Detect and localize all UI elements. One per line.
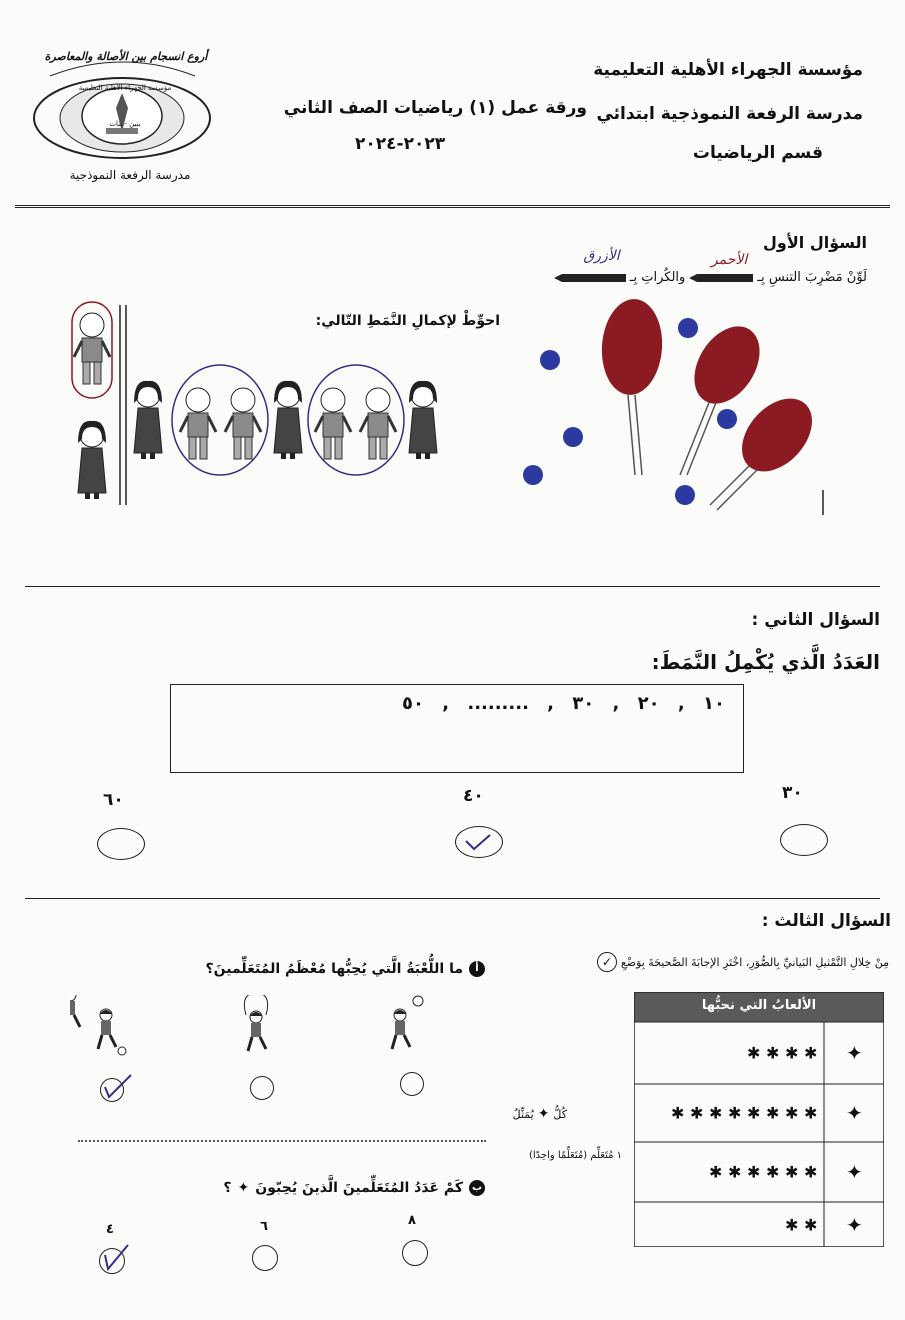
person-icon: ✱ bbox=[747, 1162, 761, 1182]
logo-motto: أروع انسجام بين الأصالة والمعاصرة bbox=[44, 50, 208, 63]
q2-answer-circle-2[interactable] bbox=[455, 826, 503, 858]
red-label: الأحمر bbox=[710, 251, 748, 268]
key-represents: يُمَثِّلُ bbox=[512, 1107, 534, 1121]
person-icon: ✱ bbox=[709, 1103, 723, 1123]
q3-instruction-row bbox=[597, 952, 889, 972]
sub-a-question: ما اللُّعْبَةُ الَّتي يُحِبُّها مُعْظَمُ المُتَعَلِّمينَ؟ bbox=[205, 961, 463, 977]
sub-a-answer-circle-3[interactable] bbox=[100, 1078, 124, 1102]
worksheet-title: ورقة عمل (١) رياضيات الصف الثاني bbox=[283, 98, 587, 118]
q1-title: السؤال الأول bbox=[763, 233, 867, 252]
person-icon: ✱ bbox=[728, 1103, 742, 1123]
person-icon: ✱ bbox=[804, 1215, 818, 1234]
q3-sub-a-row bbox=[206, 961, 485, 977]
tennis-ball bbox=[523, 465, 543, 485]
pictograph-row-tennis-2 bbox=[634, 1202, 884, 1247]
q3-sub-b-row bbox=[223, 1180, 485, 1196]
section-divider bbox=[25, 586, 880, 587]
sub-b-question: كَمْ عَدَدُ المُتَعَلِّمينَ الَّذينَ يُحِبّونَ bbox=[255, 1180, 463, 1196]
key-each: كُلُّ bbox=[553, 1107, 567, 1121]
tennis-ball bbox=[678, 318, 698, 338]
red-crayon bbox=[689, 251, 753, 284]
q2-option-1: ٣٠ bbox=[782, 783, 803, 803]
person-icon: ✱ bbox=[709, 1162, 723, 1182]
tennis-player-icon: ✦ bbox=[237, 1180, 250, 1196]
tennis-2-icon: ✦ bbox=[846, 1212, 863, 1237]
sub-a-number: أ bbox=[469, 961, 485, 977]
q2-option-2: ٤٠ bbox=[463, 786, 484, 806]
section-divider bbox=[25, 898, 880, 899]
person-icon: ✱ bbox=[785, 1043, 799, 1063]
key-line-2: ١ مُتَعَلِّم (مُتَعَلِّمًا واحِدًا) bbox=[528, 1150, 622, 1161]
q3-instruction: مِنْ خِلالِ التَّمْثيلِ البَيانيِّ بِالصُّوَرِ، اخْتَرِ الإجابَةَ الصَّحيحَةَ بِوَضْعِ bbox=[620, 955, 889, 969]
header-divider bbox=[15, 205, 890, 208]
sub-a-answer-circle-1[interactable] bbox=[400, 1072, 424, 1096]
tennis-ball bbox=[563, 427, 583, 447]
logo-inner-text: مؤسسة الجهراء الأهلية التعليمية bbox=[78, 84, 172, 92]
pictograph-rows bbox=[634, 1022, 884, 1255]
q1-instruction-mid: والكُراتِ بِـ bbox=[629, 270, 686, 285]
person-icon: ✱ bbox=[766, 1162, 780, 1182]
blue-label: الأزرق bbox=[583, 247, 620, 264]
sequence-text: ١٠ , ٢٠ , ٣٠ , ......... , ٥٠ bbox=[402, 693, 725, 714]
sub-b-option-1: ٨ bbox=[408, 1213, 416, 1228]
sub-b-answer-circle-1[interactable] bbox=[402, 1240, 428, 1266]
pictograph-row-jump-rope bbox=[634, 1142, 884, 1202]
department-name: قسم الرياضيات bbox=[692, 143, 823, 163]
sub-b-option-3: ٤ bbox=[106, 1222, 114, 1237]
q2-title: السؤال الثاني : bbox=[751, 610, 880, 630]
pictograph-row-football bbox=[634, 1084, 884, 1142]
sub-a-answer-circle-2[interactable] bbox=[250, 1076, 274, 1100]
sub-b-answer-circle-2[interactable] bbox=[252, 1245, 278, 1271]
person-icon: ✱ bbox=[747, 1043, 761, 1063]
q1-instruction: لَوِّنْ مَضْرِبَ التنسِ بِـ bbox=[757, 270, 867, 285]
tennis-drawing bbox=[505, 295, 835, 525]
check-mark-icon bbox=[101, 1079, 123, 1101]
sub-b-answer-circle-3[interactable] bbox=[99, 1248, 125, 1274]
person-icon: ✱ bbox=[766, 1043, 780, 1063]
school-year: ٢٠٢٣-٢٠٢٤ bbox=[355, 134, 446, 154]
sub-b-question-mark: ؟ bbox=[223, 1180, 232, 1196]
school-name: مدرسة الرفعة النموذجية ابتدائي bbox=[596, 104, 863, 124]
check-mark-icon bbox=[100, 1249, 124, 1273]
sub-b-number: ب bbox=[469, 1180, 485, 1196]
q3-title: السؤال الثالث : bbox=[761, 911, 891, 931]
person-icon: ✱ bbox=[785, 1215, 799, 1234]
q1-pattern-instruction: احوِّطْ لإكمالِ النَّمَطِ التّالي: bbox=[315, 313, 500, 329]
jump-rope-icon: ✦ bbox=[846, 1160, 863, 1184]
person-icon: ✱ bbox=[804, 1043, 818, 1063]
tennis-icon: ✦ bbox=[846, 1041, 863, 1065]
q2-option-3: ٦٠ bbox=[103, 790, 124, 810]
q1-instruction-row bbox=[554, 247, 867, 285]
football-icon: ✦ bbox=[846, 1101, 863, 1125]
check-circle-icon: ✓ bbox=[597, 952, 617, 972]
person-icon: ✱ bbox=[804, 1103, 818, 1123]
person-icon: ✱ bbox=[728, 1162, 742, 1182]
q2-answer-circle-3[interactable] bbox=[97, 828, 145, 860]
person-icon: ✱ bbox=[747, 1103, 761, 1123]
logo-caption: مدرسة الرفعة النموذجية bbox=[69, 168, 191, 182]
sub-b-option-2: ٦ bbox=[260, 1219, 268, 1234]
school-logo bbox=[30, 48, 215, 178]
dotted-divider bbox=[78, 1140, 486, 1142]
pictograph-row-tennis bbox=[634, 1022, 884, 1084]
racket-head bbox=[728, 385, 826, 485]
tennis-ball bbox=[675, 485, 695, 505]
racket-head bbox=[599, 297, 666, 397]
q2-subtitle: العَدَدُ الَّذي يُكْمِلُ النَّمَطَ: bbox=[651, 650, 880, 674]
key-line-1 bbox=[513, 1106, 567, 1122]
q2-answer-circle-1[interactable] bbox=[780, 824, 828, 856]
person-icon: ✱ bbox=[766, 1103, 780, 1123]
table-header: الألعابُ التي نحبُّها bbox=[701, 998, 817, 1013]
tennis-ball bbox=[540, 350, 560, 370]
blue-crayon bbox=[554, 247, 626, 284]
org-name: مؤسسة الجهراء الأهلية التعليمية bbox=[593, 60, 863, 80]
check-mark-icon bbox=[456, 827, 502, 857]
sub-a-figures bbox=[70, 995, 450, 1065]
person-icon: ✱ bbox=[690, 1103, 704, 1123]
person-icon: ✱ bbox=[785, 1103, 799, 1123]
person-icon: ✱ bbox=[804, 1162, 818, 1182]
person-icon: ✱ bbox=[671, 1103, 685, 1123]
tennis-ball bbox=[717, 409, 737, 429]
pattern-figures bbox=[60, 300, 450, 510]
logo-sub-text: بنين - بنات bbox=[109, 120, 141, 128]
person-icon: ✦ bbox=[537, 1106, 550, 1122]
person-icon: ✱ bbox=[785, 1162, 799, 1182]
